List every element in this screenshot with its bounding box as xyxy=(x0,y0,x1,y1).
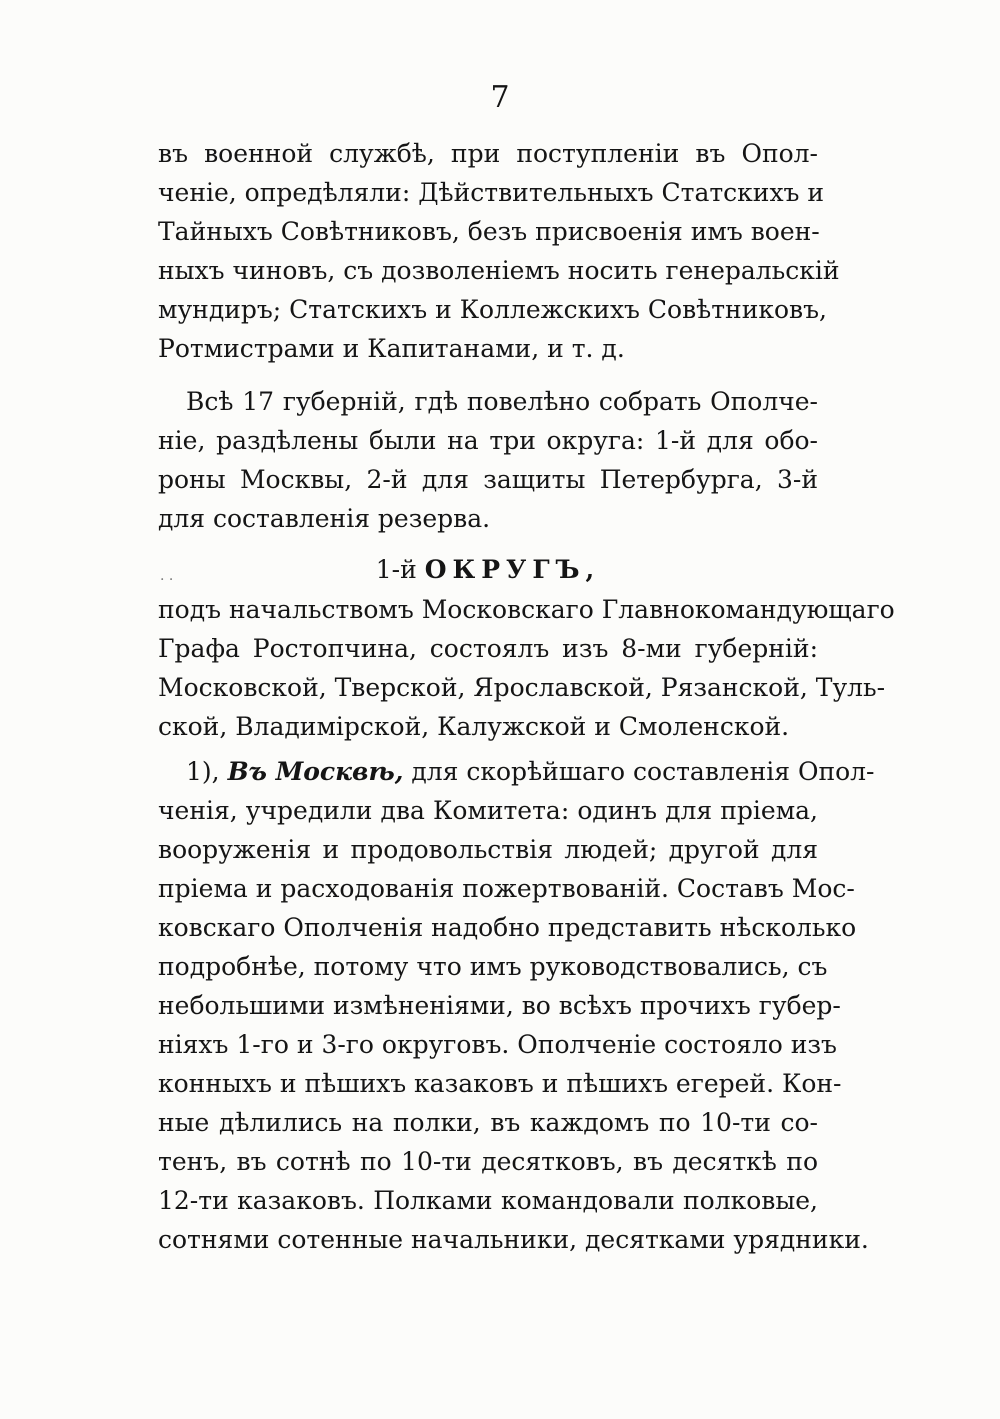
text-line: подробнѣе, потому что имъ руководствовались, съ xyxy=(158,952,828,981)
text-line: Графа Ростопчина, состоялъ изъ 8-ми губерній: xyxy=(158,634,818,663)
heading-title: ОКРУГЪ, xyxy=(424,555,601,584)
text-line: небольшими измѣненіями, во всѣхъ прочихъ губер- xyxy=(158,991,841,1020)
text-line: мундиръ; Статскихъ и Коллежскихъ Совѣтниковъ, xyxy=(158,295,827,324)
text-line: 12-ти казаковъ. Полками командовали полковые, xyxy=(158,1186,818,1215)
section-heading xyxy=(158,550,818,589)
text-line: ніяхъ 1-го и 3-го округовъ. Ополченіе состояло изъ xyxy=(158,1030,837,1059)
text-line: тенъ, въ сотнѣ по 10-ти десятковъ, въ десяткѣ по xyxy=(158,1147,818,1176)
line-rest: для скорѣйшаго составленія Опол- xyxy=(411,757,875,786)
text-line: ковскаго Ополченія надобно представить нѣсколько xyxy=(158,913,857,942)
text-line: вооруженія и продовольствія людей; другой для xyxy=(158,835,818,864)
text-line xyxy=(158,752,875,791)
text-line: для составленія резерва. xyxy=(158,504,491,533)
paragraph-3 xyxy=(158,590,895,746)
text-line: пріема и расходованія пожертвованій. Составъ Мос- xyxy=(158,874,855,903)
text-line: Тайныхъ Совѣтниковъ, безъ присвоенія имъ воен- xyxy=(158,217,820,246)
text-line: Московской, Тверской, Ярославской, Рязанской, Туль- xyxy=(158,673,886,702)
heading-prefix: 1-й xyxy=(375,555,417,584)
text-line: ченіе, опредѣляли: Дѣйствительныхъ Статскихъ и xyxy=(158,178,825,207)
text-line: сотнями сотенные начальники, десятками урядники. xyxy=(158,1225,869,1254)
paragraph-4 xyxy=(158,752,875,1259)
text-line: конныхъ и пѣшихъ казаковъ и пѣшихъ егерей. Кон- xyxy=(158,1069,842,1098)
paragraph-1 xyxy=(158,134,840,368)
text-line: ныхъ чиновъ, съ дозволеніемъ носить генеральскій xyxy=(158,256,840,285)
text-line: Ротмистрами и Капитанами, и т. д. xyxy=(158,334,625,363)
text-line: въ военной службѣ, при поступленіи въ Опол- xyxy=(158,139,818,168)
text-line: ные дѣлились на полки, въ каждомъ по 10-ти со- xyxy=(158,1108,818,1137)
text-line: ніе, раздѣлены были на три округа: 1-й для обо- xyxy=(158,426,818,455)
text-line: подъ начальствомъ Московскаго Главнокомандующаго xyxy=(158,595,895,624)
text-line: роны Москвы, 2-й для защиты Петербурга, 3-й xyxy=(158,465,818,494)
text-line: ской, Владимірской, Калужской и Смоленской. xyxy=(158,712,790,741)
emphasis-location: Въ Москвѣ, xyxy=(227,757,404,786)
text-line: Всѣ 17 губерній, гдѣ повелѣно собрать Ополче- xyxy=(186,387,818,416)
paragraph-2 xyxy=(158,382,818,538)
page-number: 7 xyxy=(490,80,510,115)
item-number: 1), xyxy=(186,757,220,786)
stray-marks: · · xyxy=(160,572,174,588)
text-line: ченія, учредили два Комитета: одинъ для пріема, xyxy=(158,796,818,825)
heading-line xyxy=(158,550,818,589)
